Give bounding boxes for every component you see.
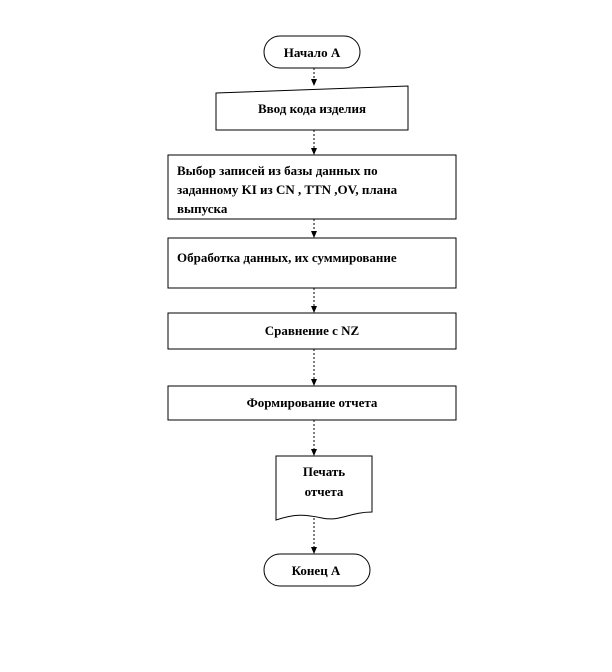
- print-report-line1: Печать: [302, 464, 346, 479]
- compare-label: Сравнение с NZ: [264, 323, 360, 338]
- arrowhead-icon: [311, 547, 317, 554]
- select-records-line1: Выбор записей из базы данных по: [177, 163, 378, 178]
- connector-input-to-select: [311, 130, 317, 155]
- select-records-process: [168, 155, 456, 219]
- connector-print-to-end: [311, 518, 317, 554]
- start-label: Начало А: [283, 45, 341, 60]
- connector-process-to-compare: [311, 288, 317, 313]
- connector-start-to-input: [311, 68, 317, 86]
- select-records-line2: заданному KI из CN , TTN ,OV, плана: [177, 182, 398, 197]
- arrowhead-icon: [311, 379, 317, 386]
- arrowhead-icon: [311, 148, 317, 155]
- end-label: Конец А: [291, 563, 341, 578]
- input-manual-input: [216, 86, 408, 130]
- connector-form-to-print: [311, 420, 317, 456]
- arrowhead-icon: [311, 231, 317, 238]
- print-report-line2: отчета: [304, 484, 344, 499]
- connector-compare-to-form: [311, 349, 317, 386]
- print-report-document: [276, 456, 372, 520]
- start-terminator: [264, 36, 360, 68]
- compare-process: [168, 313, 456, 349]
- process-data-label: Обработка данных, их суммирование: [177, 250, 397, 265]
- end-terminator: [264, 554, 370, 586]
- form-report-label: Формирование отчета: [246, 395, 378, 410]
- arrowhead-icon: [311, 306, 317, 313]
- arrowhead-icon: [311, 449, 317, 456]
- select-records-line3: выпуска: [177, 201, 228, 216]
- form-report-process: [168, 386, 456, 420]
- arrowhead-icon: [311, 79, 317, 86]
- process-data-process: [168, 238, 456, 288]
- input-label: Ввод кода изделия: [258, 101, 366, 116]
- connector-select-to-process: [311, 219, 317, 238]
